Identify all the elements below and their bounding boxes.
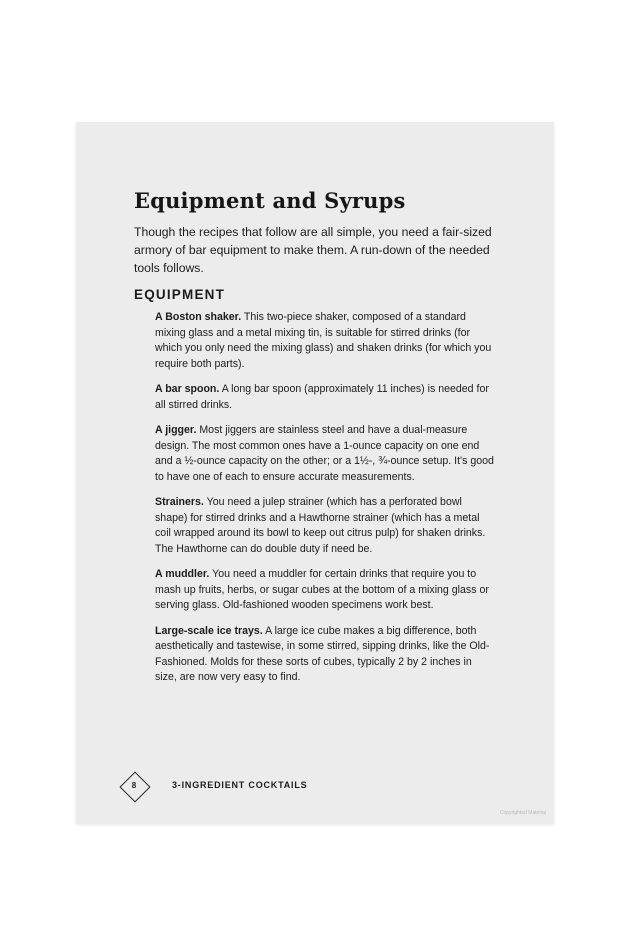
page-footer	[120, 772, 540, 802]
equipment-item-muddler	[155, 567, 495, 614]
equipment-list	[155, 310, 495, 696]
item-term: A muddler.	[155, 568, 210, 580]
item-description: This two-piece shaker, composed of a standard mixing glass and a metal mixing tin, is suitable for stirred drinks (for which you only need the mixing glass) and shaken drinks (for which you require both parts).	[155, 311, 492, 370]
item-description: Most jiggers are stainless steel and have a dual-measure design. The most common ones have a 1-ounce capacity on one end and a ½-ounce capacity on the other; or a 1½-, ¾-ounce setup. It's good to have one of each to ensure accurate measurements.	[155, 424, 494, 483]
equipment-item-jigger	[155, 423, 495, 485]
equipment-item-ice-trays	[155, 624, 495, 686]
equipment-item-strainers	[155, 495, 495, 557]
copyright-notice: Copyrighted Material	[499, 810, 546, 816]
item-term: A Boston shaker.	[155, 311, 242, 323]
item-term: A bar spoon.	[155, 383, 220, 395]
item-description: You need a julep strainer (which has a perforated bowl shape) for stirred drinks and a Hawthorne strainer (which has a metal coil wrapped around its bowl to keep out citrus pulp) for shaken drinks. The Hawthorne can do double duty if need be.	[155, 496, 486, 555]
book-page	[76, 122, 554, 824]
equipment-item-boston-shaker	[155, 310, 495, 372]
item-term: A jigger.	[155, 424, 197, 436]
item-description: You need a muddler for certain drinks that require you to mash up fruits, herbs, or sugar cubes at the bottom of a mixing glass or serving glass. Old-fashioned wooden specimens work best.	[155, 568, 489, 611]
running-title: 3-INGREDIENT COCKTAILS	[172, 780, 308, 790]
item-description: A long bar spoon (approximately 11 inches) is needed for all stirred drinks.	[155, 383, 489, 411]
item-term: Large-scale ice trays.	[155, 624, 263, 637]
page-number: 8	[131, 781, 137, 790]
intro-paragraph: Though the recipes that follow are all simple, you need a fair-sized armory of bar equipment to make them. A run-down of the needed tools follows.	[134, 225, 492, 275]
equipment-item-bar-spoon	[155, 382, 495, 413]
item-description: A large ice cube makes a big difference, both aesthetically and tastewise, in some stirred, sipping drinks, like the Old-Fashioned. Molds for these sorts of cubes, typically 2 by 2 inches in size, are now very easy to find.	[155, 624, 490, 683]
page-title: Equipment and Syrups	[134, 188, 406, 213]
item-term: Strainers.	[155, 496, 204, 508]
section-heading: EQUIPMENT	[134, 287, 226, 302]
